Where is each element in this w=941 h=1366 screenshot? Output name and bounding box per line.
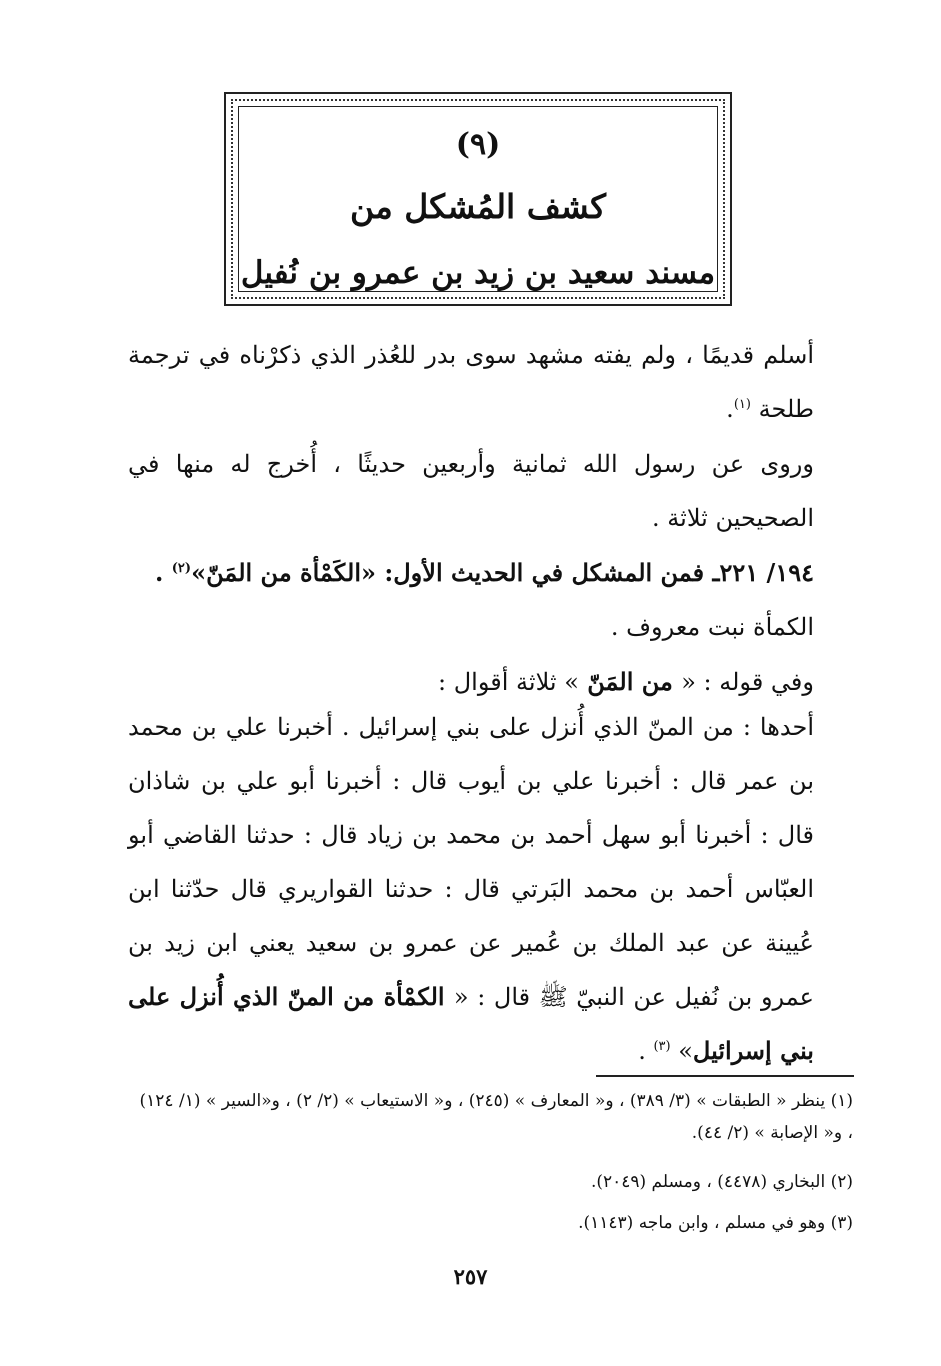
paragraph-intro: أسلم قديمًا ، ولم يفته مشهد سوى بدر للعُذر الذي ذكرْناه في ترجمة طلحة $^{(١)}$.	[128, 341, 814, 423]
section-number: (٩)	[455, 127, 501, 162]
sayings-text-b: » ثلاثة أقوال :	[438, 668, 579, 696]
section-subtitle: مسند سعيد بن زيد بن عمرو بن نُفيل	[240, 255, 716, 291]
title-frame-inner-border	[238, 106, 718, 292]
hadith-heading-text: ١٩٤/ ٢٢١ـ فمن المشكل في الحديث الأول: «الكَمْأة من المَنّ»	[191, 558, 814, 587]
footnote-1: (١) ينظر « الطبقات » (٣/ ٣٨٩) ، و« المعارف » (٢٤٥) ، و« الاستيعاب » (٢/ ٢) ، و«السير » (١/ ١٢٤) ، و« الإصابة » (٢/ ٤٤).	[139, 1091, 853, 1143]
page-number: ٢٥٧	[453, 1264, 488, 1289]
footnote-ref-2: (٢)	[171, 561, 192, 576]
footnote-ref-1: (١)	[733, 397, 751, 412]
title-frame	[224, 92, 732, 306]
paragraph-intro-text: أسلم قديمًا ، ولم يفته مشهد سوى بدر للعُذر الذي ذكرْناه في ترجمة طلحة	[128, 341, 814, 423]
hadith-heading: ١٩٤/ ٢٢١ـ فمن المشكل في الحديث الأول: «الكَمْأة من المَنّ»$^{(٢)}$ .	[155, 558, 814, 587]
isnad-text-close: »	[678, 1037, 693, 1065]
title-frame-dotted-border	[231, 99, 725, 299]
paragraph-narrations: وروى عن رسول الله ثمانية وأربعين حديثًا ، أُخرج له منها في الصحيحين ثلاثة .	[128, 450, 814, 532]
hadith-quote: الكمْأة من المنّ الذي أُنزل على بني إسرائيل	[128, 982, 814, 1065]
sayings-quote: من المَنّ	[578, 667, 682, 696]
paragraph-isnad: أحدها : من المنّ الذي أُنزل على بني إسرائيل . أخبرنا علي بن محمد بن عمر قال : أخبرنا علي بن أيوب قال : أخبرنا أبو علي بن شاذان قال : أخبرنا أبو سهل أحمد بن محمد بن زياد قال : حدثنا القاضي أبو العبّاس أحمد بن محمد البَرتي قال : حدثنا القواريري قال حدّثنا ابن عُيينة عن عبد الملك بن عُمير عن عمرو بن سعيد يعني ابن زيد بن عمرو بن نُفيل عن النبيّ ﷺ قال : « الكمْأة من المنّ الذي أُنزل على بني إسرائيل» $^{(٣)}$ .	[128, 713, 814, 1065]
footnote-2: (٢) البخاري (٤٤٧٨) ، ومسلم (٢٠٤٩).	[590, 1172, 853, 1192]
paragraph-definition: الكمأة نبت معروف .	[610, 613, 814, 641]
footnote-ref-3: (٣)	[653, 1039, 671, 1054]
sayings-text-a: وفي قوله : «	[681, 668, 814, 696]
isnad-text: أحدها : من المنّ الذي أُنزل على بني إسرائيل . أخبرنا علي بن محمد بن عمر قال : أخبرنا علي بن أيوب قال : أخبرنا أبو علي بن شاذان قال : أخبرنا أبو سهل أحمد بن محمد بن زياد قال : حدثنا القاضي أبو العبّاس أحمد بن محمد البَرتي قال : حدثنا القواريري قال حدّثنا ابن عُيينة عن عبد الملك بن عُمير عن عمرو بن سعيد يعني ابن زيد بن عمرو بن نُفيل عن النبيّ ﷺ قال : «	[128, 713, 814, 1011]
footnote-divider	[596, 1075, 854, 1077]
footnote-3: (٣) وهو في مسلم ، وابن ماجه (١١٤٣).	[578, 1213, 853, 1233]
section-title: كشف المُشكل من	[349, 187, 607, 226]
